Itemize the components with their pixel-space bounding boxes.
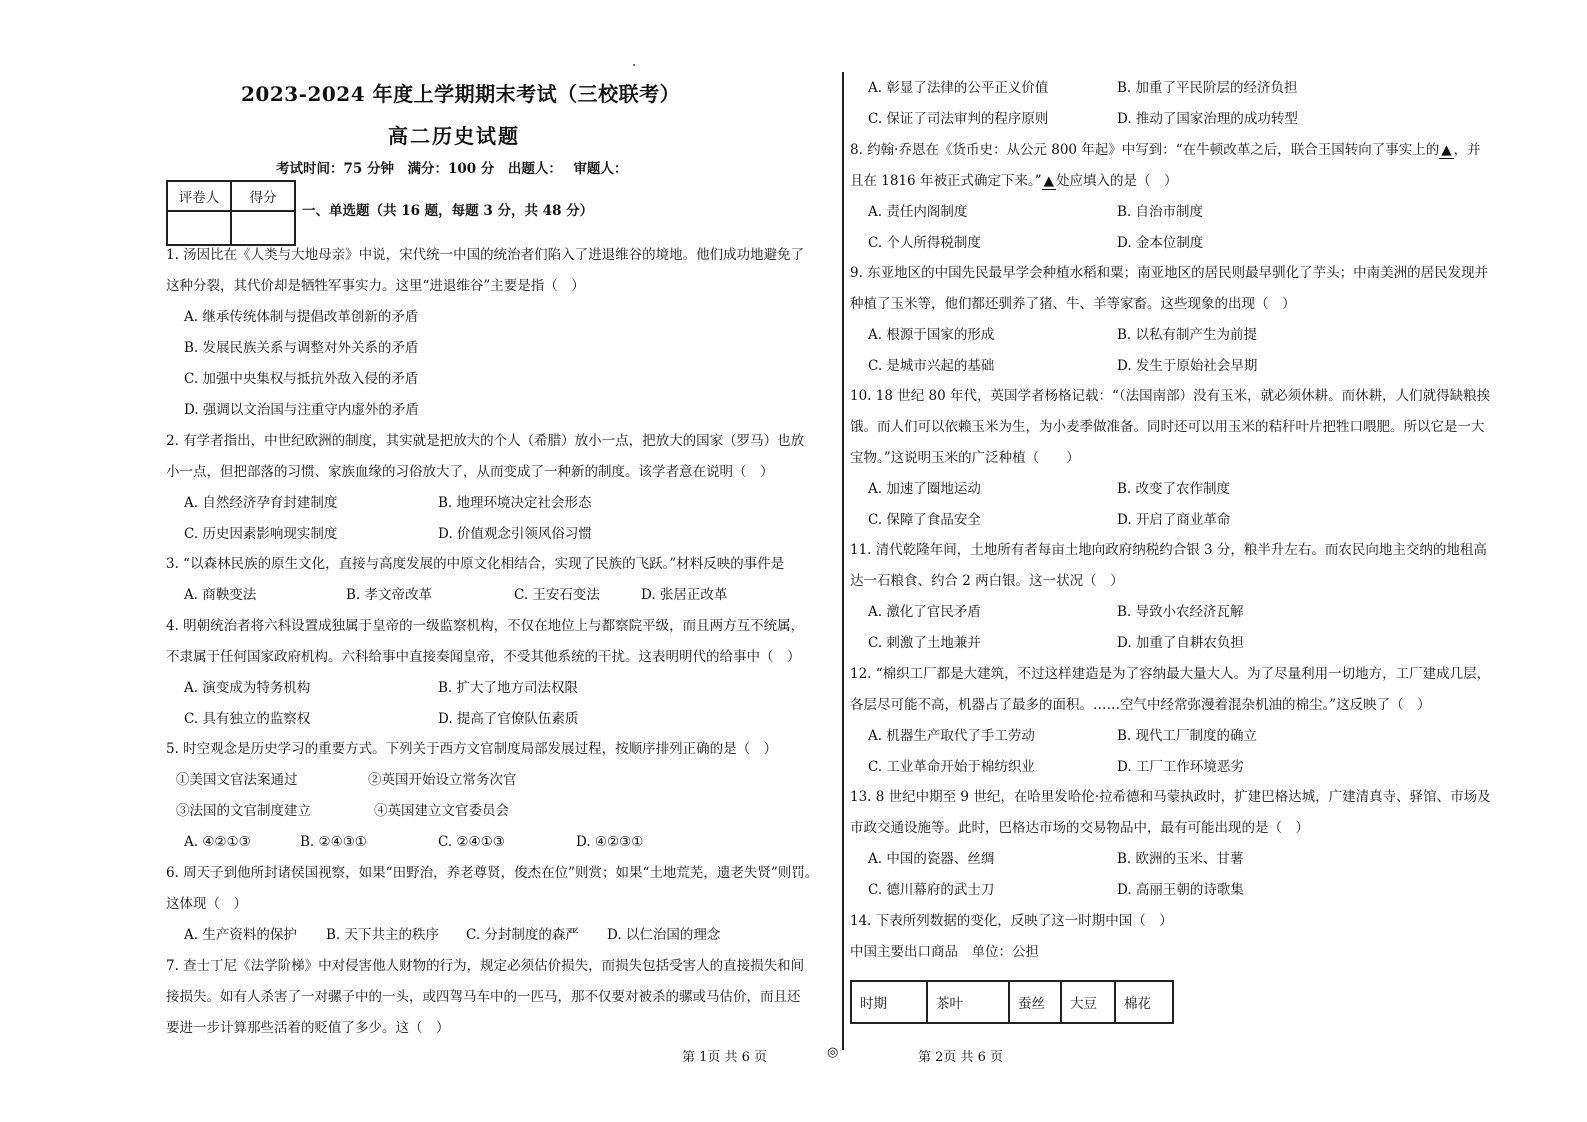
question-12	[850, 659, 1510, 783]
option-a[interactable]: A. 中国的瓷器、丝绸	[868, 851, 995, 867]
question-stem: 1. 汤因比在《人类与大地母亲》中说，宋代统一中国的统治者们陷入了进退维谷的境地。他们成功地避免了	[166, 247, 805, 263]
option-d[interactable]: D. 加重了自耕农负担	[1117, 635, 1244, 651]
option-b[interactable]: B. ②④③①	[300, 834, 367, 850]
option-b[interactable]: B. 孝文帝改革	[346, 587, 433, 603]
option-d[interactable]: D. 高丽王朝的诗歌集	[1117, 882, 1244, 898]
exam-title: 2023-2024 年度上学期期末考试（三校联考）	[241, 82, 681, 106]
question-11	[850, 535, 1510, 659]
question-stem: 7. 查士丁尼《法学阶梯》中对侵害他人财物的行为，规定必须估价损失，而损失包括受害人的直接损失和间	[166, 958, 805, 974]
option-b[interactable]: B. 扩大了地方司法权限	[438, 680, 579, 696]
question-stem: 5. 时空观念是历史学习的重要方式。下列关于西方文官制度局部发展过程，按顺序排列正确的是（ ）	[166, 741, 778, 757]
question-8	[850, 135, 1510, 259]
section-title: 一、单选题（共 16 题，每题 3 分，共 48 分）	[302, 203, 594, 219]
question-stem: 市政交通设施等。此时，巴格达市场的交易物品中，最有可能出现的是（ ）	[850, 820, 1309, 836]
column-divider	[842, 72, 844, 1050]
option-a[interactable]: A. 商鞅变法	[184, 587, 257, 603]
scan-dot	[633, 64, 635, 66]
sequence-item-4: ④英国建立文官委员会	[374, 803, 509, 819]
page-number-left: 第 1页 共 6 页	[682, 1050, 768, 1065]
question-7-options	[850, 73, 1510, 135]
grader-label: 评卷人	[167, 181, 231, 211]
question-2	[166, 426, 828, 550]
option-a[interactable]: A. 演变成为特务机构	[184, 680, 311, 696]
blank-marker: ▲	[1043, 173, 1054, 189]
question-stem: 6. 周天子到他所封诸侯国视察，如果“田野治，养老尊贤，俊杰在位”则赏；如果“土地荒芜，遗老失贤”则罚。	[166, 865, 819, 881]
question-stem: 要进一步计算那些活着的贬值了多少。这（ ）	[166, 1020, 450, 1036]
question-stem	[850, 135, 1510, 166]
question-stem: 种植了玉米等，他们都还驯养了猪、牛、羊等家畜。这些现象的出现（ ）	[850, 296, 1296, 312]
option-d[interactable]: D. 以仁治国的理念	[607, 927, 721, 943]
option-d[interactable]: D. 推动了国家治理的成功转型	[1117, 111, 1298, 127]
table-caption: 中国主要出口商品 单位：公担	[850, 944, 1039, 960]
option-d[interactable]: D. 开启了商业革命	[1117, 512, 1231, 528]
option-c[interactable]: C. 个人所得税制度	[868, 235, 981, 251]
option-d[interactable]: D. 价值观念引领风俗习惯	[438, 526, 592, 542]
question-stem: 13. 8 世纪中期至 9 世纪，在哈里发哈伦·拉希德和马蒙执政时，扩建巴格达城，广建清真寺、驿馆、市场及	[850, 789, 1491, 805]
option-c[interactable]: C. 历史因素影响现实制度	[184, 526, 338, 542]
option-b[interactable]: B. 发展民族关系与调整对外关系的矛盾	[184, 340, 419, 356]
center-mark: ◎	[827, 1045, 839, 1060]
question-stem: 11. 清代乾隆年间，土地所有者每亩土地向政府纳税约合银 3 分，粮半升左右。而农民向地主交纳的地租高	[850, 542, 1487, 558]
option-a[interactable]: A. 继承传统体制与提倡改革创新的矛盾	[184, 309, 419, 325]
table-header-row	[851, 981, 1173, 1023]
sequence-item-2: ②英国开始设立常务次官	[368, 772, 517, 788]
option-d[interactable]: D. 提高了官僚队伍素质	[438, 711, 579, 727]
question-1	[166, 240, 828, 426]
question-5	[166, 734, 828, 858]
option-a[interactable]: A. 自然经济孕育封建制度	[184, 495, 338, 511]
question-stem: 各层尽可能不高，机器占了最多的面积。……空气中经常弥漫着混杂机油的棉尘。”这反映了（ ）	[850, 697, 1431, 713]
option-a[interactable]: A. ④②①③	[184, 834, 251, 850]
question-stem: 这种分裂，其代价却是牺牲军事实力。这里“进退维谷”主要是指（ ）	[166, 278, 585, 294]
sequence-item-1: ①美国文官法案通过	[176, 772, 298, 788]
question-stem: 12. “棉织工厂都是大建筑，不过这样建造是为了容纳最大量大人。为了尽量利用一切地方，工厂建成几层，	[850, 666, 1491, 682]
option-a[interactable]: A. 生产资料的保护	[184, 927, 297, 943]
question-stem: 小一点，但把部落的习惯、家族血缘的习俗放大了，从而变成了一种新的制度。该学者意在说明（ ）	[166, 464, 774, 480]
question-stem: 不隶属于任何国家政府机构。六科给事中直接奏闻皇帝，不受其他系统的干扰。这表明明代的给事中（ ）	[166, 649, 801, 665]
option-a[interactable]: A. 加速了圈地运动	[868, 481, 981, 497]
question-stem: 2. 有学者指出，中世纪欧洲的制度，其实就是把放大的个人（希腊）放小一点，把放大的国家（罗马）也放	[166, 433, 805, 449]
option-c[interactable]: C. 刺激了土地兼并	[868, 635, 981, 651]
option-c[interactable]: C. 德川幕府的武士刀	[868, 882, 995, 898]
sequence-item-3: ③法国的文官制度建立	[176, 803, 311, 819]
question-6	[166, 858, 828, 951]
export-table	[850, 980, 1174, 1024]
question-7	[166, 951, 828, 1044]
question-stem: 10. 18 世纪 80 年代，英国学者杨格记载：“（法国南部）没有玉米，就必须休耕。而休耕，人们就得缺粮挨	[850, 388, 1491, 404]
table-header-cell: 棉花	[1115, 981, 1173, 1023]
question-9	[850, 258, 1510, 382]
option-b[interactable]: B. 现代工厂制度的确立	[1117, 728, 1258, 744]
question-3	[166, 549, 828, 611]
table-header-cell: 茶叶	[927, 981, 1009, 1023]
question-stem: 14. 下表所列数据的变化，反映了这一时期中国（ ）	[850, 913, 1173, 929]
question-stem: 饿。而人们可以依赖玉米为生，为小麦季做准备。同时还可以用玉米的秸秆叶片把牲口喂肥。所以它是一大	[850, 419, 1485, 435]
question-stem: 4. 明朝统治者将六科设置成独属于皇帝的一级监察机构，不仅在地位上与都察院平级，而且两方互不统属，	[166, 618, 805, 634]
question-stem: 这体现（ ）	[166, 896, 247, 912]
question-4	[166, 611, 828, 735]
question-text: 8. 约翰·乔恩在《货币史：从公元 800 年起》中写到：“在牛顿改革之后，联合王国转向了事实上的	[850, 142, 1440, 158]
page-number-right: 第 2页 共 6 页	[918, 1050, 1004, 1065]
question-text: ，并	[1453, 142, 1481, 158]
option-b[interactable]: B. 加重了平民阶层的经济负担	[1117, 80, 1298, 96]
question-10	[850, 381, 1510, 536]
score-label: 得分	[231, 181, 295, 211]
option-c[interactable]: C. 是城市兴起的基础	[868, 358, 995, 374]
table-header-cell: 大豆	[1061, 981, 1115, 1023]
option-c[interactable]: C. ②④①③	[438, 834, 505, 850]
option-d[interactable]: D. 金本位制度	[1117, 235, 1204, 251]
option-c[interactable]: C. 工业革命开始于棉纺织业	[868, 759, 1035, 775]
question-13	[850, 782, 1510, 906]
option-b[interactable]: B. 欧洲的玉米、甘薯	[1117, 851, 1244, 867]
option-b[interactable]: B. 自治市制度	[1117, 204, 1204, 220]
question-14	[850, 906, 1510, 968]
option-a[interactable]: A. 责任内阁制度	[868, 204, 968, 220]
question-stem: 宝物。”这说明玉米的广泛种植（ ）	[850, 450, 1080, 466]
option-c[interactable]: C. 保障了食品安全	[868, 512, 981, 528]
option-b[interactable]: B. 导致小农经济瓦解	[1117, 604, 1244, 620]
option-b[interactable]: B. 天下共主的秩序	[326, 927, 440, 943]
option-a[interactable]: A. 彰显了法律的公平正义价值	[868, 80, 1049, 96]
question-stem: 接损失。如有人杀害了一对骡子中的一头，或四驾马车中的一匹马，那不仅要对被杀的骡或马估价，而且还	[166, 989, 801, 1005]
question-stem	[850, 166, 1510, 197]
option-c[interactable]: C. 王安石变法	[514, 587, 600, 603]
option-b[interactable]: B. 地理环境决定社会形态	[438, 495, 592, 511]
option-d[interactable]: D. 张居正改革	[641, 587, 728, 603]
question-stem: 3. “以森林民族的原生文化，直接与高度发展的中原文化相结合，实现了民族的飞跃。”材料反映的事件是	[166, 556, 785, 572]
option-d[interactable]: D. 工厂工作环境恶劣	[1117, 759, 1244, 775]
question-text: 且在 1816 年被正式确定下来。”	[850, 173, 1042, 189]
question-stem: 9. 东亚地区的中国先民最早学会种植水稻和粟；南亚地区的居民则最早驯化了芋头；中南美洲的居民发现并	[850, 265, 1489, 281]
option-d[interactable]: D. ④②③①	[576, 834, 644, 850]
option-c[interactable]: C. 具有独立的监察权	[184, 711, 311, 727]
table-header-cell: 蚕丝	[1009, 981, 1061, 1023]
option-a[interactable]: A. 激化了官民矛盾	[868, 604, 981, 620]
option-a[interactable]: A. 机器生产取代了手工劳动	[868, 728, 1035, 744]
score-box	[166, 180, 296, 246]
question-text: 处应填入的是（ ）	[1055, 173, 1178, 189]
table-header-cell: 时期	[851, 981, 927, 1023]
option-c[interactable]: C. 分封制度的森严	[466, 927, 579, 943]
option-b[interactable]: B. 以私有制产生为前提	[1117, 327, 1258, 343]
option-d[interactable]: D. 强调以文治国与注重守内虚外的矛盾	[184, 402, 419, 418]
option-d[interactable]: D. 发生于原始社会早期	[1117, 358, 1258, 374]
option-c[interactable]: C. 加强中央集权与抵抗外敌入侵的矛盾	[184, 371, 419, 387]
exam-subtitle: 高二历史试题	[388, 124, 520, 148]
question-stem: 达一石粮食、约合 2 两白银。这一状况（ ）	[850, 573, 1124, 589]
exam-info: 考试时间：75 分钟 满分：100 分 出题人： 审题人：	[276, 161, 628, 177]
option-b[interactable]: B. 改变了农作制度	[1117, 481, 1231, 497]
option-c[interactable]: C. 保证了司法审判的程序原则	[868, 111, 1049, 127]
option-a[interactable]: A. 根源于国家的形成	[868, 327, 995, 343]
blank-marker: ▲	[1441, 142, 1452, 158]
